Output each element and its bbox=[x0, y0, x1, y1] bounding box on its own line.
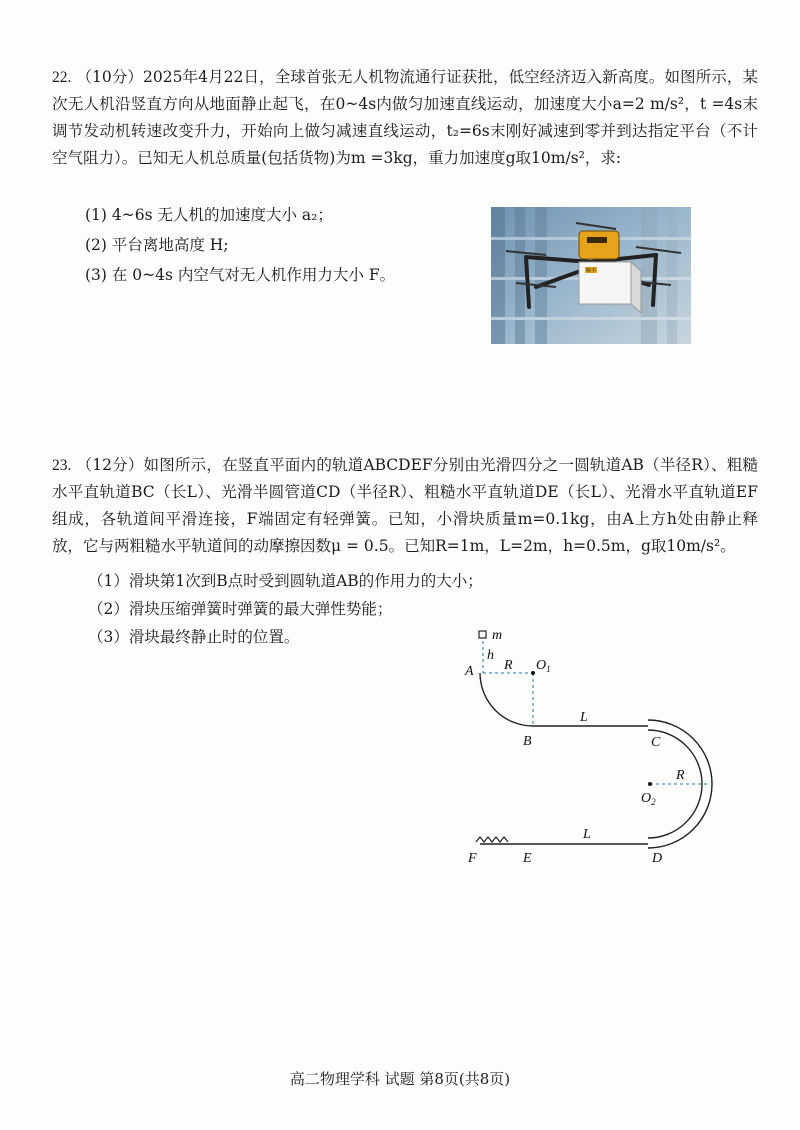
center-o2 bbox=[648, 782, 652, 786]
question-22-body: （10分）2025年4月22日，全球首张无人机物流通行证获批，低空经济迈入新高度。如图所示，某次无人机沿竖直方向从地面静止起飞，在0~4s内做匀加速直线运动，加速度大小a=2 m/s²，t =4s末调节发动机转速改变升力，开始向上做匀减速直线运动，t₂=6s末刚好减速到零并到达指定平台（不计空气阻力）。已知无人机总质量(包括货物)为m =3kg，重力加速度g取10m/s²，求: bbox=[52, 68, 758, 167]
label-f: F bbox=[468, 851, 477, 866]
label-l-bottom: L bbox=[583, 827, 591, 842]
center-o1 bbox=[531, 671, 535, 675]
question-22-text bbox=[52, 64, 758, 172]
label-o1: $O_1$ bbox=[536, 658, 551, 674]
question-23-text bbox=[52, 452, 758, 560]
drone-body bbox=[579, 231, 619, 259]
label-b: B bbox=[523, 734, 532, 749]
page-footer: 高二物理学科 试题 第8页(共8页) bbox=[289, 1070, 511, 1088]
question-23-body: （12分）如图所示，在竖直平面内的轨道ABCDEF分别由光滑四分之一圆轨道AB（半径R）、粗糙水平直轨道BC（长L）、光滑半圆管道CD（半径R）、粗糙水平直轨道DE（长L）、光滑水平直轨道EF组成，各轨道间平滑连接，F端固定有轻弹簧。已知，小滑块质量m=0.1kg，由A上方h处由静止释放，它与两粗糙水平轨道间的动摩擦因数μ = 0.5。已知R=1m，L=2m，h=0.5m，g取10m/s²。 bbox=[52, 456, 758, 555]
question-22-item-1: (1) 4~6s 无人机的加速度大小 a₂； bbox=[85, 206, 333, 224]
label-a: A bbox=[465, 664, 474, 679]
question-22-item-2: (2) 平台离地高度 H; bbox=[85, 236, 229, 254]
label-l-top: L bbox=[580, 710, 588, 725]
label-c: C bbox=[651, 735, 661, 750]
drone-photo bbox=[491, 207, 691, 344]
question-23-item-2: （2）滑块压缩弹簧时弹簧的最大弹性势能； bbox=[88, 600, 393, 618]
track-diagram bbox=[440, 615, 740, 885]
question-23-number: 23. bbox=[52, 457, 72, 474]
label-e: E bbox=[523, 851, 532, 866]
box-brand-label: 顺丰 bbox=[585, 268, 597, 274]
label-m: m bbox=[492, 628, 503, 643]
label-h: h bbox=[487, 648, 494, 663]
question-22-number: 22. bbox=[52, 69, 72, 86]
label-d: D bbox=[652, 851, 663, 866]
slider-block bbox=[479, 631, 486, 638]
question-23 bbox=[52, 452, 758, 560]
question-22 bbox=[52, 64, 758, 172]
label-r-top: R bbox=[504, 658, 513, 673]
question-23-item-3: （3）滑块最终静止时的位置。 bbox=[88, 628, 300, 646]
spring bbox=[476, 837, 508, 842]
question-22-item-3: (3) 在 0~4s 内空气对无人机作用力大小 F。 bbox=[85, 266, 396, 284]
label-r-right: R bbox=[676, 768, 685, 783]
question-23-item-1: （1）滑块第1次到B点时受到圆轨道AB的作用力的大小； bbox=[88, 572, 483, 590]
track-ab bbox=[480, 673, 533, 726]
label-o2: $O_2$ bbox=[641, 791, 656, 807]
question-22-subquestions bbox=[85, 200, 465, 290]
